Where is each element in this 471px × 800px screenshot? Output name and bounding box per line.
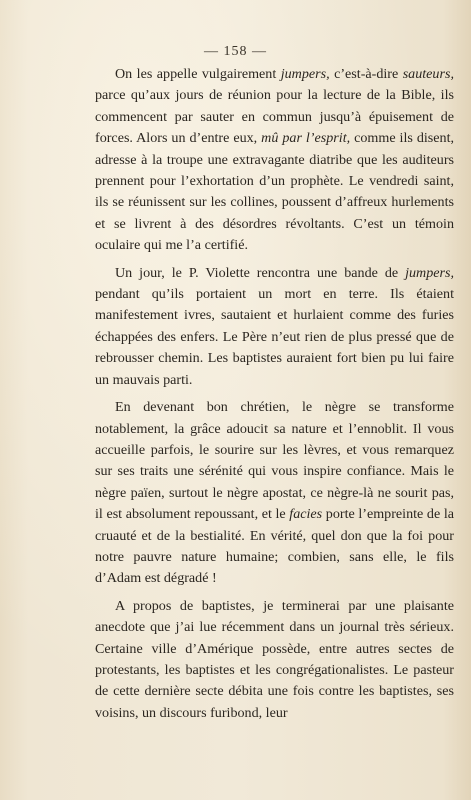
- italic-word: mû par l’esprit,: [261, 130, 351, 147]
- text-run: parce qu’aux jours de réunion pour la lecture de la Bible, ils commencent par sauter en commun jusqu’à épuisement de forces. Alors un d’entre eux,: [95, 87, 454, 147]
- paragraph-3: [95, 397, 454, 590]
- body-text: [95, 64, 454, 724]
- text-run: porte l’empreinte de la cruauté et de la bestialité. En vérité, quel don que la foi pour notre pauvre nature humaine; combien, sans elle, le fils d’Adam est dégradé !: [95, 506, 455, 587]
- text-run: On les appelle vulgairement: [115, 66, 281, 82]
- italic-word: jumpers,: [280, 66, 330, 82]
- italic-word: jumpers,: [405, 264, 454, 281]
- text-run: A propos de baptistes, je terminerai par une plaisante anecdote que j’ai lue récemment dans un journal très sérieux. Certaine ville d’Amérique possède, entre autres sectes de protestants, les baptistes et les congrégationalistes. Le pasteur de cette dernière secte débita une fois contre les baptistes, ses voisins, un discours furibond, leur: [95, 597, 454, 721]
- paragraph-4: [95, 596, 454, 724]
- text-run: comme ils disent, adresse à la troupe une extravagante diatribe que les auditeurs prennent pour l’exhortation d’un prophète. Le vendredi saint, ils se réunissent sur les collines, poussent d’affreux hurlements et se livrent à des désordres révoltants. C’est un témoin oculaire qui me l’a certifié.: [95, 130, 455, 254]
- text-run: Un jour, le P. Violette rencontra une bande de: [115, 264, 406, 281]
- text-run: pendant qu’ils portaient un mort en terre. Ils étaient manifestement ivres, sautaient et hurlaient comme des furies échappées des enfers. Le Père n’eut rien de plus pressé que de rebrousser chemin. Les baptistes auraient fort bien pu lui faire un mauvais parti.: [95, 286, 454, 388]
- paragraph-2: [95, 263, 454, 391]
- text-run: c’est-à-dire: [329, 66, 403, 82]
- italic-word: sauteurs,: [402, 66, 454, 82]
- italic-word: facies: [289, 506, 323, 523]
- page-number: — 158 —: [204, 44, 267, 59]
- paragraph-1: [95, 64, 454, 257]
- text-run: En devenant bon chrétien, le nègre se transforme notablement, la grâce adoucit sa nature et l’ennoblit. Il vous accueille parfois, le sourire sur les lèvres, et vous remarquez sur ses traits une sérénité qui vous inspire confiance. Mais le nègre païen, surtout le nègre apostat, ce nègre-là ne sourit pas, il est absolument repoussant, et le: [95, 399, 454, 523]
